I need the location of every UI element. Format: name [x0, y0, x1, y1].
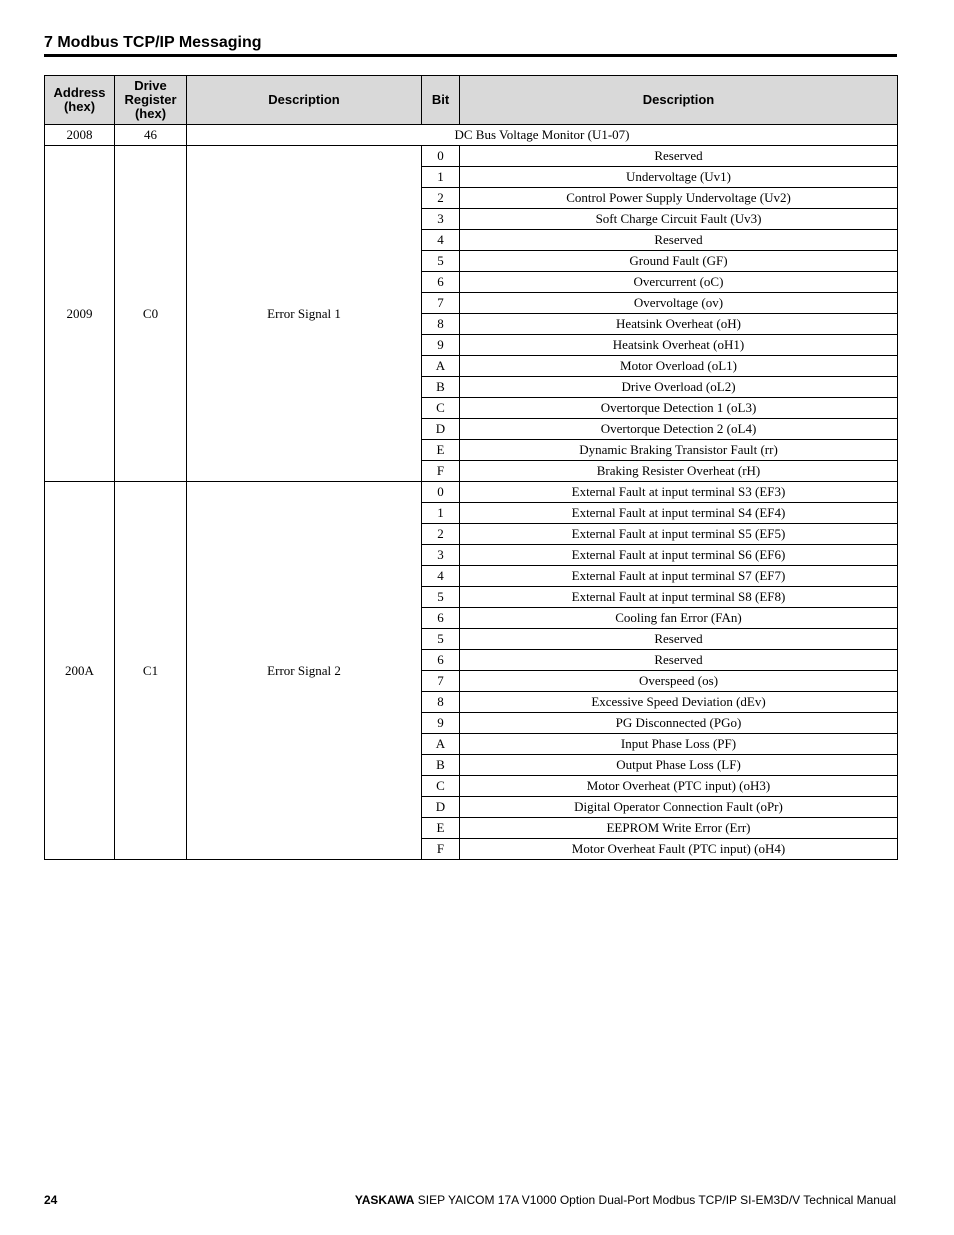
bit-cell: B	[422, 377, 460, 398]
bit-description-cell: Reserved	[460, 146, 898, 167]
col-header-bit-description: Description	[460, 76, 898, 125]
bit-cell: A	[422, 356, 460, 377]
bit-cell: 1	[422, 503, 460, 524]
bit-description-cell: External Fault at input terminal S4 (EF4)	[460, 503, 898, 524]
bit-cell: F	[422, 461, 460, 482]
bit-description-cell: Reserved	[460, 230, 898, 251]
col-header-description: Description	[187, 76, 422, 125]
bit-description-cell: EEPROM Write Error (Err)	[460, 818, 898, 839]
address-cell: 2009	[45, 146, 115, 482]
bit-cell: 4	[422, 230, 460, 251]
bit-description-cell: Reserved	[460, 650, 898, 671]
bit-description-cell: External Fault at input terminal S7 (EF7)	[460, 566, 898, 587]
bit-description-cell: Soft Charge Circuit Fault (Uv3)	[460, 209, 898, 230]
description-cell: DC Bus Voltage Monitor (U1-07)	[187, 125, 898, 146]
address-cell: 200A	[45, 482, 115, 860]
bit-description-cell: Braking Resister Overheat (rH)	[460, 461, 898, 482]
bit-description-cell: Excessive Speed Deviation (dEv)	[460, 692, 898, 713]
address-cell: 2008	[45, 125, 115, 146]
col-header-bit: Bit	[422, 76, 460, 125]
bit-description-cell: Cooling fan Error (FAn)	[460, 608, 898, 629]
bit-cell: E	[422, 440, 460, 461]
footer-title-text: SIEP YAICOM 17A V1000 Option Dual-Port Modbus TCP/IP SI-EM3D/V Technical Manual	[414, 1193, 896, 1207]
bit-description-cell: Heatsink Overheat (oH)	[460, 314, 898, 335]
bit-description-cell: External Fault at input terminal S6 (EF6)	[460, 545, 898, 566]
description-cell: Error Signal 2	[187, 482, 422, 860]
bit-description-cell: Motor Overload (oL1)	[460, 356, 898, 377]
register-cell: 46	[115, 125, 187, 146]
bit-description-cell: Drive Overload (oL2)	[460, 377, 898, 398]
bit-cell: A	[422, 734, 460, 755]
bit-cell: 8	[422, 692, 460, 713]
register-table	[44, 75, 898, 860]
register-cell: C0	[115, 146, 187, 482]
table-row	[45, 146, 898, 167]
bit-cell: 2	[422, 524, 460, 545]
bit-description-cell: Overtorque Detection 1 (oL3)	[460, 398, 898, 419]
table-body	[45, 125, 898, 860]
bit-cell: 9	[422, 335, 460, 356]
bit-cell: 6	[422, 608, 460, 629]
bit-cell: F	[422, 839, 460, 860]
bit-cell: 1	[422, 167, 460, 188]
bit-cell: 4	[422, 566, 460, 587]
bit-description-cell: Ground Fault (GF)	[460, 251, 898, 272]
page-number: 24	[44, 1193, 58, 1207]
description-cell: Error Signal 1	[187, 146, 422, 482]
bit-cell: 8	[422, 314, 460, 335]
header-rule	[44, 54, 897, 57]
bit-cell: 7	[422, 671, 460, 692]
bit-description-cell: Digital Operator Connection Fault (oPr)	[460, 797, 898, 818]
bit-description-cell: Control Power Supply Undervoltage (Uv2)	[460, 188, 898, 209]
col-header-address: Address (hex)	[45, 76, 115, 125]
bit-cell: D	[422, 419, 460, 440]
bit-cell: D	[422, 797, 460, 818]
bit-cell: 6	[422, 650, 460, 671]
bit-description-cell: Reserved	[460, 629, 898, 650]
table-row-dc-bus	[45, 125, 898, 146]
bit-description-cell: Input Phase Loss (PF)	[460, 734, 898, 755]
bit-cell: B	[422, 755, 460, 776]
bit-cell: 3	[422, 209, 460, 230]
bit-cell: 7	[422, 293, 460, 314]
bit-cell: C	[422, 776, 460, 797]
bit-cell: 5	[422, 587, 460, 608]
bit-description-cell: Dynamic Braking Transistor Fault (rr)	[460, 440, 898, 461]
col-header-drive-register: Drive Register (hex)	[115, 76, 187, 125]
bit-cell: 6	[422, 272, 460, 293]
bit-description-cell: External Fault at input terminal S8 (EF8)	[460, 587, 898, 608]
bit-cell: 5	[422, 251, 460, 272]
bit-description-cell: Overvoltage (ov)	[460, 293, 898, 314]
section-title: 7 Modbus TCP/IP Messaging	[44, 34, 262, 51]
bit-cell: 3	[422, 545, 460, 566]
bit-description-cell: Overtorque Detection 2 (oL4)	[460, 419, 898, 440]
register-cell: C1	[115, 482, 187, 860]
bit-cell: 2	[422, 188, 460, 209]
bit-description-cell: Heatsink Overheat (oH1)	[460, 335, 898, 356]
bit-description-cell: External Fault at input terminal S3 (EF3)	[460, 482, 898, 503]
bit-cell: E	[422, 818, 460, 839]
table-header-row	[45, 76, 898, 125]
bit-description-cell: External Fault at input terminal S5 (EF5)	[460, 524, 898, 545]
bit-cell: 0	[422, 146, 460, 167]
footer-brand: YASKAWA	[354, 1193, 415, 1207]
bit-cell: 9	[422, 713, 460, 734]
bit-cell: C	[422, 398, 460, 419]
bit-description-cell: Motor Overheat Fault (PTC input) (oH4)	[460, 839, 898, 860]
bit-description-cell: PG Disconnected (PGo)	[460, 713, 898, 734]
bit-description-cell: Motor Overheat (PTC input) (oH3)	[460, 776, 898, 797]
table-row	[45, 482, 898, 503]
bit-description-cell: Undervoltage (Uv1)	[460, 167, 898, 188]
bit-cell: 5	[422, 629, 460, 650]
bit-cell: 0	[422, 482, 460, 503]
bit-description-cell: Overspeed (os)	[460, 671, 898, 692]
bit-description-cell: Overcurrent (oC)	[460, 272, 898, 293]
footer-manual-title	[355, 1193, 896, 1207]
bit-description-cell: Output Phase Loss (LF)	[460, 755, 898, 776]
